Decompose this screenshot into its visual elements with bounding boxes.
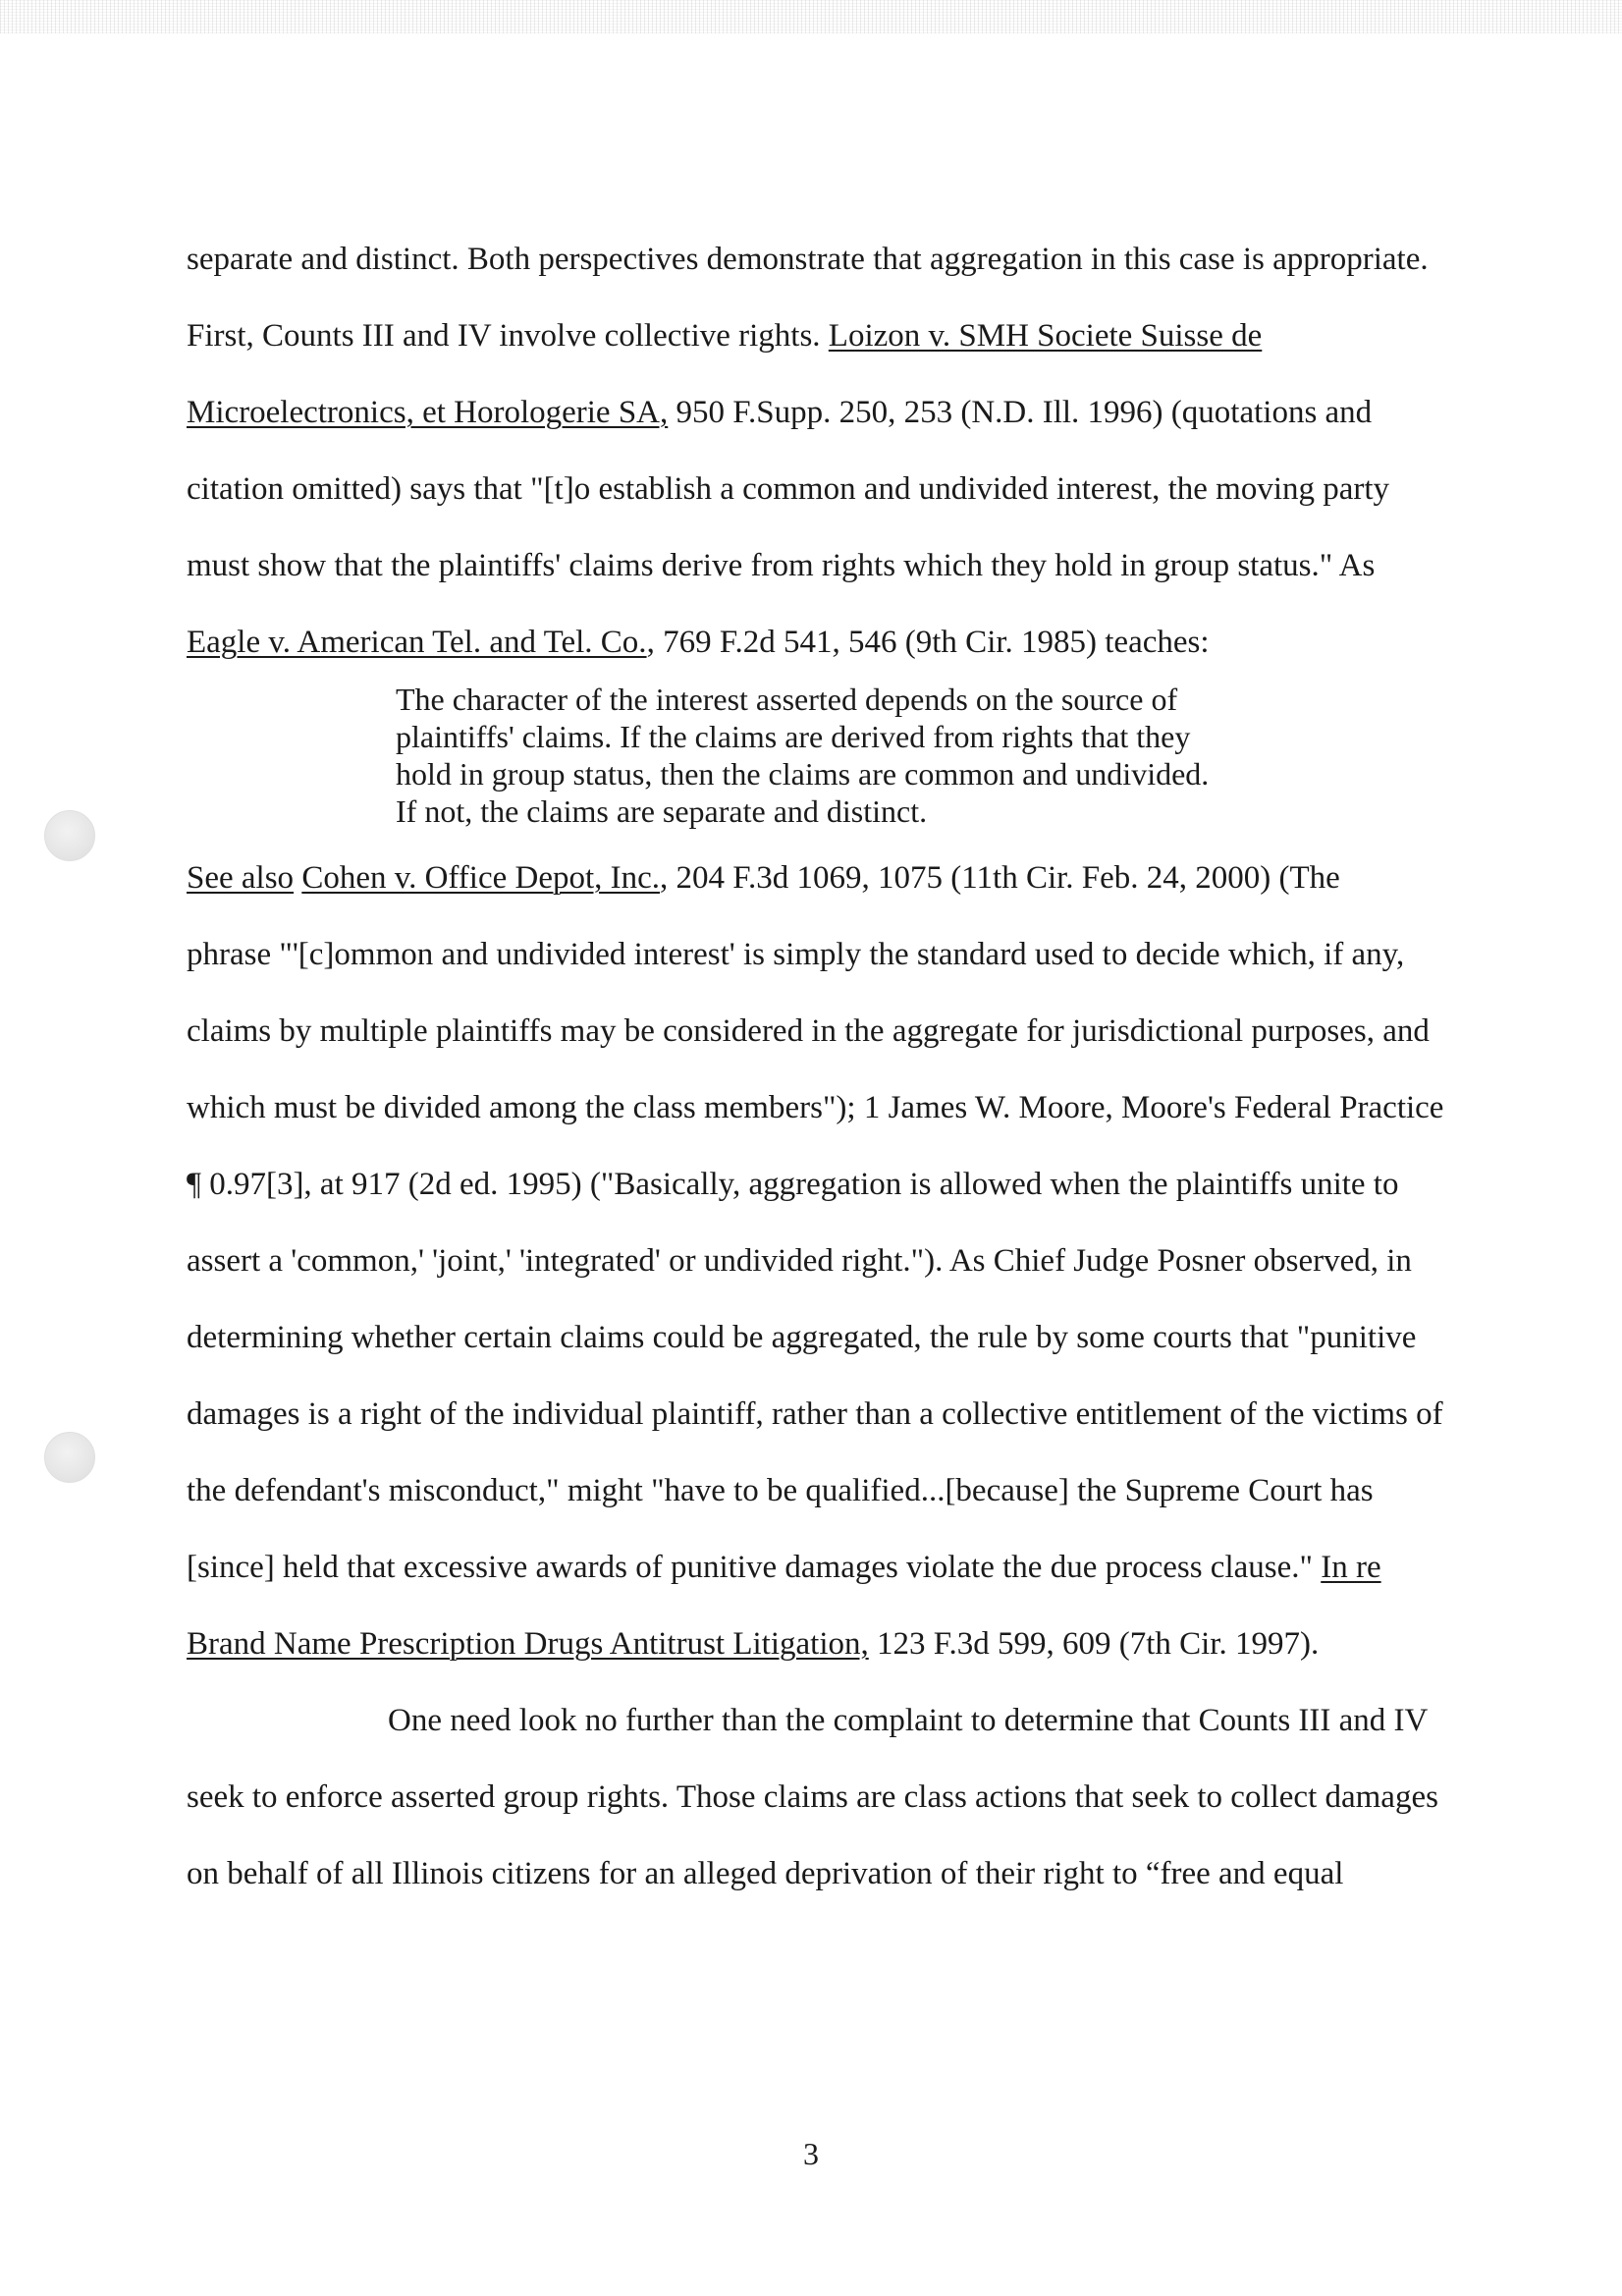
block-quote <box>396 681 1502 830</box>
body-text: claims by multiple plaintiffs may be considered in the aggregate for jurisdictional purposes, and <box>187 1013 1430 1049</box>
body-text: , 204 F.3d 1069, 1075 (11th Cir. Feb. 24, 2000) (The <box>660 860 1340 896</box>
text-line <box>187 1835 1502 1912</box>
citation-text: Eagle v. American Tel. and Tel. Co. <box>187 625 647 660</box>
body-text: ¶ 0.97[3], at 917 (2d ed. 1995) ("Basically, aggregation is allowed when the plaintiffs unite to <box>187 1167 1399 1202</box>
text-line <box>187 1376 1502 1452</box>
citation-text: In re <box>1321 1550 1381 1585</box>
text-line <box>187 1606 1502 1682</box>
body-text: on behalf of all Illinois citizens for an alleged deprivation of their right to “free and equal <box>187 1856 1344 1891</box>
text-line <box>187 1529 1502 1606</box>
text-line <box>187 840 1502 916</box>
text-line <box>187 1299 1502 1376</box>
body-text: First, Counts III and IV involve collective rights. <box>187 318 829 354</box>
quote-line: The character of the interest asserted depends on the source of <box>396 682 1178 717</box>
body-text: the defendant's misconduct," might "have to be qualified...[because] the Supreme Court has <box>187 1473 1374 1508</box>
body-text: 123 F.3d 599, 609 (7th Cir. 1997). <box>868 1626 1320 1662</box>
body-text: [since] held that excessive awards of punitive damages violate the due process clause." <box>187 1550 1322 1585</box>
document-body <box>187 221 1502 1912</box>
paragraph-top <box>187 221 1502 681</box>
text-line <box>187 451 1502 527</box>
text-line <box>187 1682 1502 1759</box>
text-line <box>187 221 1502 298</box>
text-line <box>187 916 1502 993</box>
text-line <box>187 1146 1502 1223</box>
body-text: 950 F.Supp. 250, 253 (N.D. Ill. 1996) (quotations and <box>668 395 1373 430</box>
text-line <box>187 1452 1502 1529</box>
body-text: damages is a right of the individual plaintiff, rather than a collective entitlement of the victims of <box>187 1396 1443 1432</box>
punch-hole-bottom <box>44 1432 95 1483</box>
quote-line: plaintiffs' claims. If the claims are derived from rights that they <box>396 719 1191 754</box>
text-line <box>187 604 1502 681</box>
quote-line: If not, the claims are separate and distinct. <box>396 793 928 829</box>
body-text: One need look no further than the complaint to determine that Counts III and IV <box>388 1703 1429 1738</box>
text-line <box>187 1069 1502 1146</box>
body-text: must show that the plaintiffs' claims derive from rights which they hold in group status." As <box>187 548 1376 583</box>
text-line <box>187 1223 1502 1299</box>
text-line <box>187 298 1502 374</box>
page-number: 3 <box>803 2136 819 2171</box>
quote-line: hold in group status, then the claims are common and undivided. <box>396 756 1210 792</box>
citation-text: Cohen v. Office Depot, Inc. <box>301 860 661 896</box>
text-line <box>187 993 1502 1069</box>
punch-hole-top <box>44 810 95 861</box>
body-text: seek to enforce asserted group rights. Those claims are class actions that seek to collect damages <box>187 1779 1438 1815</box>
citation-text: Loizon v. SMH Societe Suisse de <box>828 318 1263 354</box>
citation-text: See also <box>187 860 295 896</box>
scan-noise-band <box>0 0 1622 33</box>
paragraph-bottom <box>187 1682 1502 1912</box>
text-line <box>187 1759 1502 1835</box>
body-text: , 769 F.2d 541, 546 (9th Cir. 1985) teaches: <box>646 625 1210 660</box>
text-line <box>187 374 1502 451</box>
paragraph-middle <box>187 840 1502 1682</box>
body-text: assert a 'common,' 'joint,' 'integrated' or undivided right."). As Chief Judge Posner observed, in <box>187 1243 1412 1279</box>
citation-text: Brand Name Prescription Drugs Antitrust Litigation, <box>187 1626 869 1662</box>
text-line <box>187 527 1502 604</box>
body-text: phrase "'[c]ommon and undivided interest' is simply the standard used to decide which, if any, <box>187 937 1405 972</box>
citation-text: Microelectronics, et Horologerie SA, <box>187 395 669 430</box>
body-text: citation omitted) says that "[t]o establish a common and undivided interest, the moving party <box>187 471 1390 507</box>
body-text: determining whether certain claims could be aggregated, the rule by some courts that "punitive <box>187 1320 1417 1355</box>
body-text: which must be divided among the class members"); 1 James W. Moore, Moore's Federal Practice <box>187 1090 1444 1125</box>
body-text: separate and distinct. Both perspectives demonstrate that aggregation in this case is appropriate. <box>187 242 1429 277</box>
